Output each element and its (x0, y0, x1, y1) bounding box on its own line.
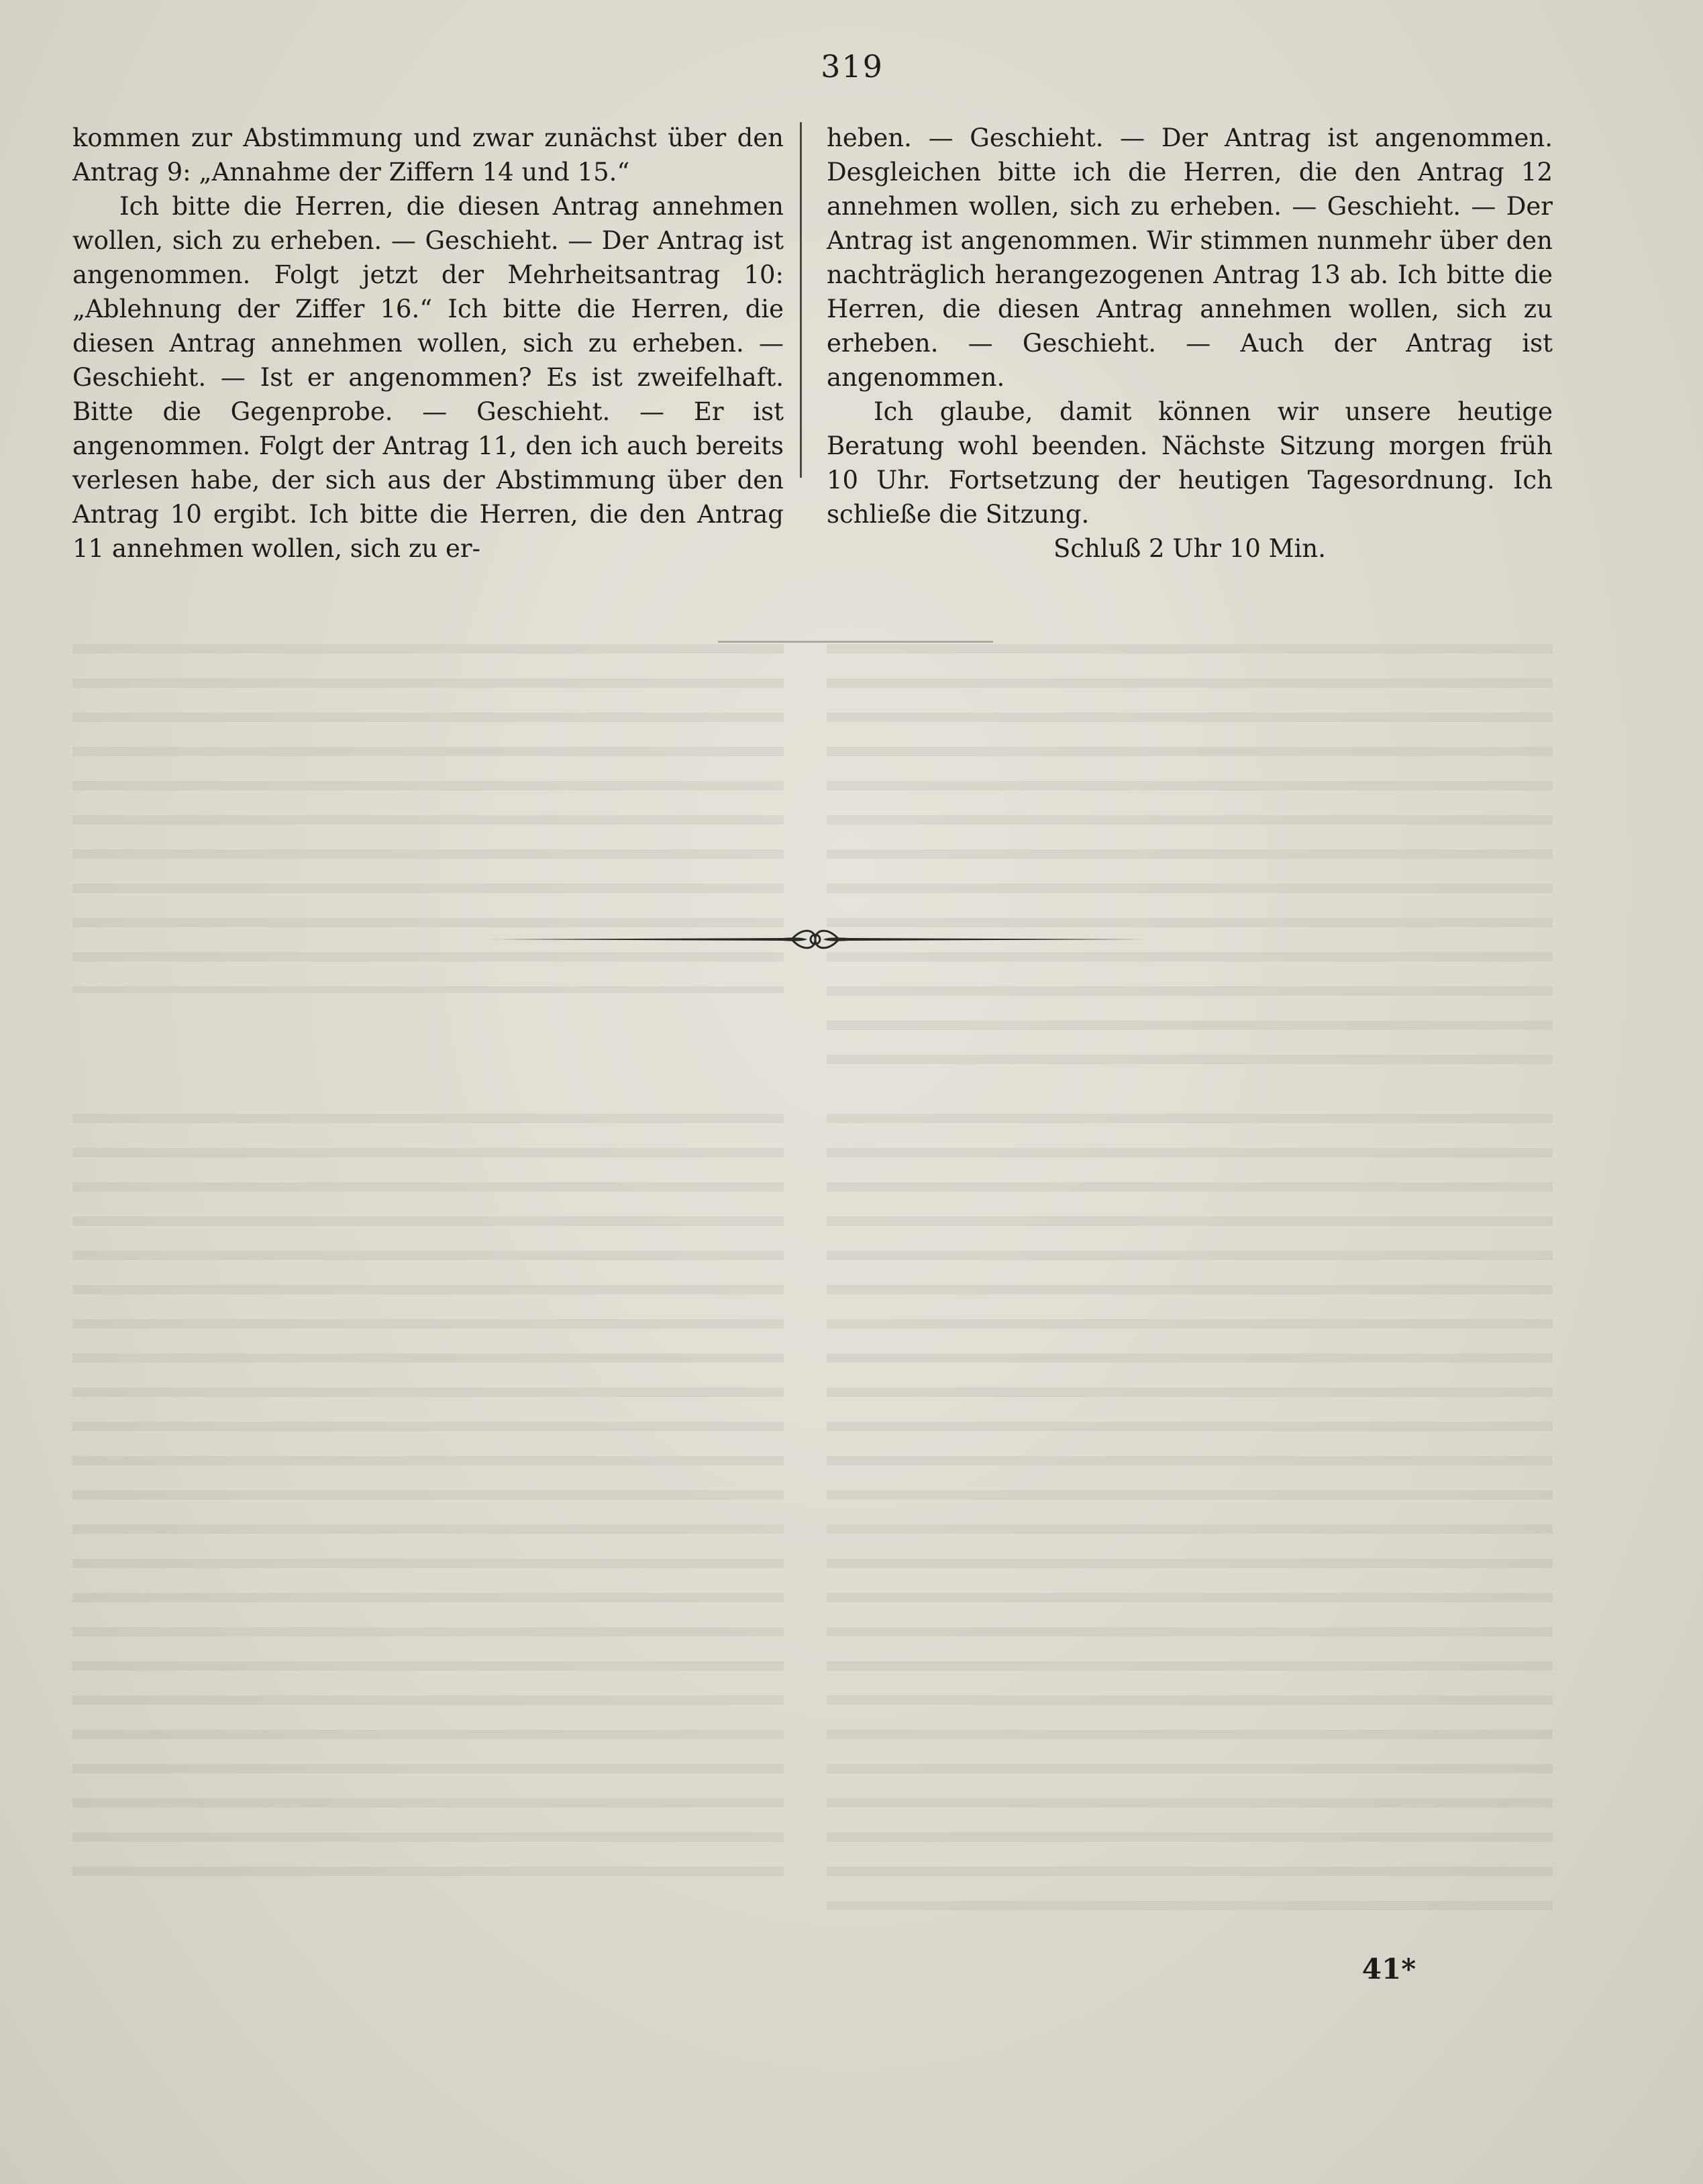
printer-signature-mark: 41* (1361, 1953, 1416, 1985)
page-number: 319 (821, 48, 884, 85)
right-paragraph-2: Ich glaube, damit können wir unsere heutige Beratung wohl beenden. Nächste Sitzung morgen früh 10 Uhr. Fortsetzung der heutigen Tagesordnung. Ich schließe die Sitzung. (827, 397, 1553, 529)
right-column (827, 121, 1553, 566)
bleed-through-rule (718, 641, 993, 643)
left-column (72, 121, 784, 566)
column-divider (800, 122, 802, 478)
bleed-through-texture (827, 1114, 1553, 1912)
right-paragraph-1: heben. — Geschieht. — Der Antrag ist angenommen. Desgleichen bitte ich die Herren, die den Antrag 12 annehmen wollen, sich zu erheben. — Geschieht. — Der Antrag ist angenommen. Wir stimmen nunmehr über den nachträglich herangezogenen Antrag 13 ab. Ich bitte die Herren, die diesen Antrag annehmen wollen, sich zu erheben. — Geschieht. — Auch der Antrag ist angenommen. (827, 123, 1553, 392)
bleed-through-texture (72, 1114, 784, 1899)
ornamental-divider (486, 919, 1144, 959)
left-paragraph-1: kommen zur Abstimmung und zwar zunächst über den Antrag 9: „Annahme der Ziffern 14 und 15.“ (72, 123, 784, 187)
bleed-through-texture (827, 644, 1553, 1074)
left-paragraph-2: Ich bitte die Herren, die diesen Antrag annehmen wollen, sich zu erheben. — Geschieht. — Der Antrag ist angenommen. Folgt jetzt der Mehrheitsantrag 10: „Ablehnung der Ziffer 16.“ Ich bitte die Herren, die diesen Antrag annehmen wollen, sich zu erheben. — Geschieht. — Ist er angenommen? Es ist zweifelhaft. Bitte die Gegenprobe. — Geschieht. — Er ist angenommen. Folgt der Antrag 11, den ich auch bereits verlesen habe, der sich aus der Abstimmung über den Antrag 10 ergibt. Ich bitte die Herren, die den Antrag 11 annehmen wollen, sich zu er- (72, 192, 784, 563)
session-closing-time: Schluß 2 Uhr 10 Min. (1053, 534, 1326, 563)
